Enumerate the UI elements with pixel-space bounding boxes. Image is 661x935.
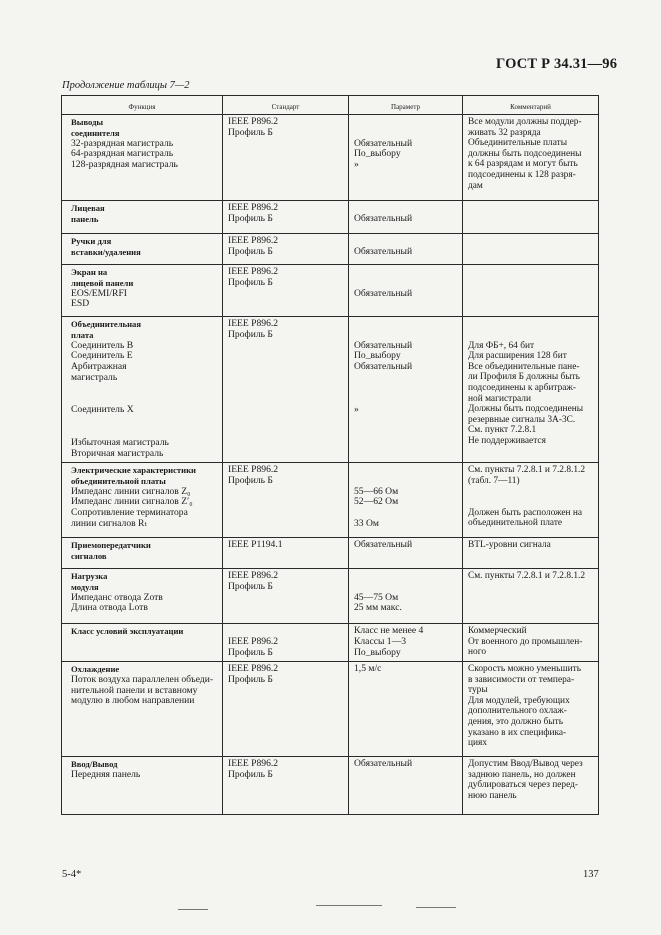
table-row (62, 201, 599, 234)
parameter-line: 33 Ом (354, 517, 379, 529)
function-text-line: Сопротивление терминатора (71, 507, 188, 519)
standard-line: IEEE P896.2 (228, 202, 279, 213)
parameter-line: По_выбору (354, 148, 401, 160)
parameter-line: Обязательный (354, 212, 413, 224)
standard-line: Профиль Б (228, 474, 273, 486)
standard-cell (223, 624, 349, 662)
function-text-line: линии сигналов Rₜ (71, 517, 147, 529)
parameter-line: 25 мм макс. (354, 602, 402, 614)
standard-line: IEEE P896.2 (228, 635, 279, 647)
table-row (62, 115, 599, 201)
comment-line: Скорость можно уменьшить (468, 664, 581, 674)
function-cell (62, 569, 223, 624)
function-heading-line: панель (71, 213, 99, 224)
comment-line: подсоединены к арбитраж- (468, 382, 577, 393)
standard-cell (223, 115, 349, 201)
table-row (62, 234, 599, 265)
comment-line: должны быть подсоединены (468, 148, 582, 159)
parameter-line: Обязательный (354, 287, 413, 299)
function-heading-line: Выводы (71, 117, 104, 127)
function-heading-line: соединителя (71, 127, 120, 138)
parameter-line (354, 465, 457, 476)
comment-line: туры (468, 685, 488, 696)
comment-line: Не поддерживается (468, 435, 546, 446)
standard-line: IEEE P896.2 (228, 663, 279, 674)
column-header-function: Функция (62, 96, 223, 115)
parameter-cell (349, 265, 463, 317)
function-heading-line: лицевой панели (71, 277, 134, 288)
function-text-line: Соединитель Е (71, 350, 133, 362)
parameter-line (354, 319, 457, 330)
comment-line: Для модулей, требующих (468, 695, 570, 706)
function-cell (62, 234, 223, 265)
function-text-line: Передняя панель (71, 768, 141, 780)
function-heading-line: Ввод/Вывод (71, 759, 118, 769)
comment-line: См. пункты 7.2.8.1 и 7.2.8.1.2 (468, 465, 586, 475)
function-text-line: ESD (71, 298, 90, 310)
standard-line: Профиль Б (228, 126, 273, 138)
function-text-line: Импеданс отвода Zотв (71, 591, 163, 603)
parameter-line: Обязательный (354, 339, 413, 351)
standard-cell (223, 234, 349, 265)
function-text-line: Соединитель X (71, 404, 134, 416)
comment-cell (463, 757, 599, 815)
parameter-cell (349, 662, 463, 757)
standard-line: Профиль Б (228, 212, 273, 224)
comment-line: Объединительные платы (468, 138, 568, 149)
column-header-standard: Стандарт (223, 96, 349, 115)
function-text-line: Вторичная магистраль (71, 447, 164, 459)
comment-line: указано в их специфика- (468, 727, 567, 738)
column-header-parameter: Параметр (349, 96, 463, 115)
function-text-line: Избыточная магистраль (71, 436, 169, 448)
comment-cell (463, 463, 599, 538)
parameter-line: » (354, 159, 359, 171)
function-text-line: Арбитражная (71, 361, 127, 373)
function-text-line: Длина отвода Lотв (71, 602, 148, 614)
comment-line: Должен быть расположен на (468, 507, 583, 518)
standard-line: Профиль Б (228, 580, 273, 592)
function-cell (62, 624, 223, 662)
function-text-line: Поток воздуха параллелен объеди- (71, 673, 214, 685)
comment-line: дополнительного охлаж- (468, 706, 567, 717)
parameter-line (354, 267, 457, 278)
parameter-line: 55—66 Ом (354, 485, 399, 497)
parameter-line (354, 384, 457, 395)
table-row (62, 569, 599, 624)
comment-line: См. пункты 7.2.8.1 и 7.2.8.1.2 (468, 571, 586, 581)
comment-line: Коммерческий (468, 626, 527, 636)
parameter-line: Обязательный (354, 758, 413, 769)
function-text-line: модулю в любом направлении (71, 695, 195, 707)
function-heading-line: Ручки для (71, 236, 112, 246)
function-heading-line: Лицевая (71, 203, 105, 213)
function-text-line: EOS/EMI/RFI (71, 287, 127, 299)
table-row (62, 662, 599, 757)
parameter-cell (349, 538, 463, 569)
standard-cell (223, 317, 349, 463)
comment-line: Для ФБ+, 64 бит (468, 340, 535, 351)
standard-line: IEEE P896.2 (228, 266, 279, 277)
parameter-line (354, 395, 457, 406)
function-text-line: Импеданс линии сигналов Z₀ (71, 485, 191, 497)
parameter-line: 45—75 Ом (354, 591, 399, 603)
standard-line: IEEE P896.2 (228, 235, 279, 246)
standard-line: Профиль Б (228, 646, 273, 658)
comment-line: подсоединены к 128 разря- (468, 169, 576, 180)
standard-cell (223, 757, 349, 815)
comment-line: Для расширения 128 бит (468, 351, 567, 362)
standard-line: IEEE P896.2 (228, 318, 279, 329)
parameter-cell (349, 234, 463, 265)
standard-cell (223, 265, 349, 317)
parameter-line: Обязательный (354, 137, 413, 149)
table-row (62, 757, 599, 815)
parameter-line: 1,5 м/с (354, 663, 382, 674)
document-number: ГОСТ Р 34.31—96 (496, 56, 618, 72)
standard-line: IEEE P1194.1 (228, 539, 283, 550)
standard-cell (223, 463, 349, 538)
function-text-line: нительной панели и вставному (71, 684, 198, 696)
function-heading-line: вставки/удаления (71, 246, 141, 257)
function-cell (62, 115, 223, 201)
comment-cell (463, 234, 599, 265)
parameter-line (354, 117, 457, 128)
function-cell (62, 538, 223, 569)
parameter-line (354, 128, 457, 139)
table-row (62, 265, 599, 317)
standard-line: IEEE P896.2 (228, 464, 279, 475)
function-heading-line: Экран на (71, 267, 108, 277)
parameter-line: Классы 1—3 (354, 635, 406, 647)
comment-line: заднюю панель, но должен (468, 769, 576, 780)
comment-cell (463, 317, 599, 463)
comment-line (468, 486, 593, 497)
standard-line: Профиль Б (228, 328, 273, 340)
function-text-line: магистраль (71, 371, 118, 383)
specification-table (61, 95, 599, 815)
column-header-comment: Комментарий (463, 96, 599, 115)
standard-line: Профиль Б (228, 276, 273, 288)
standard-line: Профиль Б (228, 673, 273, 685)
comment-line: дения, это должно быть (468, 716, 563, 727)
parameter-line: Обязательный (354, 361, 413, 373)
function-text-line: 32-разрядная магистраль (71, 137, 174, 149)
comment-line: (табл. 7—11) (468, 475, 520, 486)
function-heading-line: сигналов (71, 550, 107, 561)
comment-cell (463, 569, 599, 624)
function-text-line (71, 384, 217, 395)
parameter-line (354, 278, 457, 289)
parameter-line: По_выбору (354, 646, 401, 658)
function-heading-line: Класс условий эксплуатации (71, 626, 184, 636)
table-header-row (62, 96, 599, 115)
comment-line: Все объединительные пане- (468, 361, 580, 372)
comment-line (468, 330, 593, 341)
standard-line: IEEE P896.2 (228, 570, 279, 581)
table-row (62, 463, 599, 538)
comment-line (468, 497, 593, 508)
parameter-line (354, 582, 457, 593)
standard-cell (223, 569, 349, 624)
parameter-line: Обязательный (354, 245, 413, 257)
comment-cell (463, 538, 599, 569)
parameter-line: Класс не менее 4 (354, 625, 424, 636)
parameter-line (354, 330, 457, 341)
parameter-cell (349, 463, 463, 538)
function-heading-line: Нагрузка (71, 571, 108, 581)
parameter-line (354, 373, 457, 384)
function-cell (62, 662, 223, 757)
comment-line: дублироваться через перед- (468, 780, 579, 791)
parameter-line: Обязательный (354, 539, 413, 550)
standard-line: IEEE P896.2 (228, 116, 279, 127)
table-continuation-caption: Продолжение таблицы 7—2 (62, 80, 190, 91)
comment-line: в зависимости от темпера- (468, 674, 575, 685)
parameter-cell (349, 624, 463, 662)
comment-line: Должны быть подсоединены (468, 404, 584, 415)
function-text-line: Импеданс линии сигналов Z′₀ (71, 496, 193, 508)
function-cell (62, 317, 223, 463)
comment-line: Допустим Ввод/Вывод через (468, 759, 583, 769)
function-cell (62, 463, 223, 538)
comment-line: BTL-уровни сигнала (468, 540, 551, 550)
parameter-cell (349, 317, 463, 463)
comment-line: объединительной плате (468, 518, 563, 529)
comment-cell (463, 201, 599, 234)
standard-line: IEEE P896.2 (228, 758, 279, 769)
function-cell (62, 757, 223, 815)
scan-edge-mark (416, 907, 456, 908)
comment-cell (463, 265, 599, 317)
standard-line: Профиль Б (228, 245, 273, 257)
function-heading-line: Охлаждение (71, 664, 120, 674)
function-heading-line: плата (71, 329, 94, 340)
standard-cell (223, 662, 349, 757)
comment-line: ли Профиля Б должны быть (468, 372, 580, 383)
function-heading-line: Приемопередатчики (71, 540, 151, 550)
parameter-cell (349, 201, 463, 234)
footer-signature-mark: 5-4* (62, 869, 82, 880)
function-text-line: Соединитель В (71, 339, 134, 351)
function-heading-line: Электрические характеристики (71, 465, 196, 475)
table-row (62, 317, 599, 463)
function-cell (62, 265, 223, 317)
comment-line: От военного до промышлен- (468, 636, 583, 647)
comment-cell (463, 115, 599, 201)
page-number: 137 (583, 869, 599, 880)
comment-line: дам (468, 180, 483, 191)
parameter-line (354, 476, 457, 487)
scan-edge-mark (178, 909, 208, 910)
comment-cell (463, 662, 599, 757)
comment-line: См. пункт 7.2.8.1 (468, 425, 537, 436)
standard-cell (223, 538, 349, 569)
comment-cell (463, 624, 599, 662)
parameter-cell (349, 757, 463, 815)
comment-line: циях (468, 738, 488, 749)
function-text-line: 128-разрядная магистраль (71, 159, 178, 171)
table-row (62, 538, 599, 569)
function-text-line (71, 416, 217, 427)
comment-line: резервные сигналы 3А-3С. (468, 414, 576, 425)
comment-line: Все модули должны поддер- (468, 117, 582, 127)
parameter-cell (349, 569, 463, 624)
comment-line: ной магистрали (468, 393, 531, 404)
comment-line: к 64 разрядам и могут быть (468, 159, 578, 170)
comment-line: нюю панель (468, 790, 517, 801)
parameter-line: » (354, 404, 359, 416)
function-text-line: 64-разрядная магистраль (71, 148, 174, 160)
standard-cell (223, 201, 349, 234)
function-cell (62, 201, 223, 234)
function-heading-line: Объединительная (71, 319, 141, 329)
table-row (62, 624, 599, 662)
comment-line (468, 319, 593, 330)
parameter-line: По_выбору (354, 350, 401, 362)
standard-line: Профиль Б (228, 768, 273, 780)
parameter-line: 52—62 Ом (354, 496, 399, 508)
parameter-line (354, 571, 457, 582)
parameter-cell (349, 115, 463, 201)
comment-line: живать 32 разряда (468, 127, 541, 138)
function-heading-line: объединительной платы (71, 475, 166, 486)
scan-edge-mark (316, 905, 382, 906)
function-heading-line: модуля (71, 581, 99, 592)
comment-line: ного (468, 647, 487, 658)
